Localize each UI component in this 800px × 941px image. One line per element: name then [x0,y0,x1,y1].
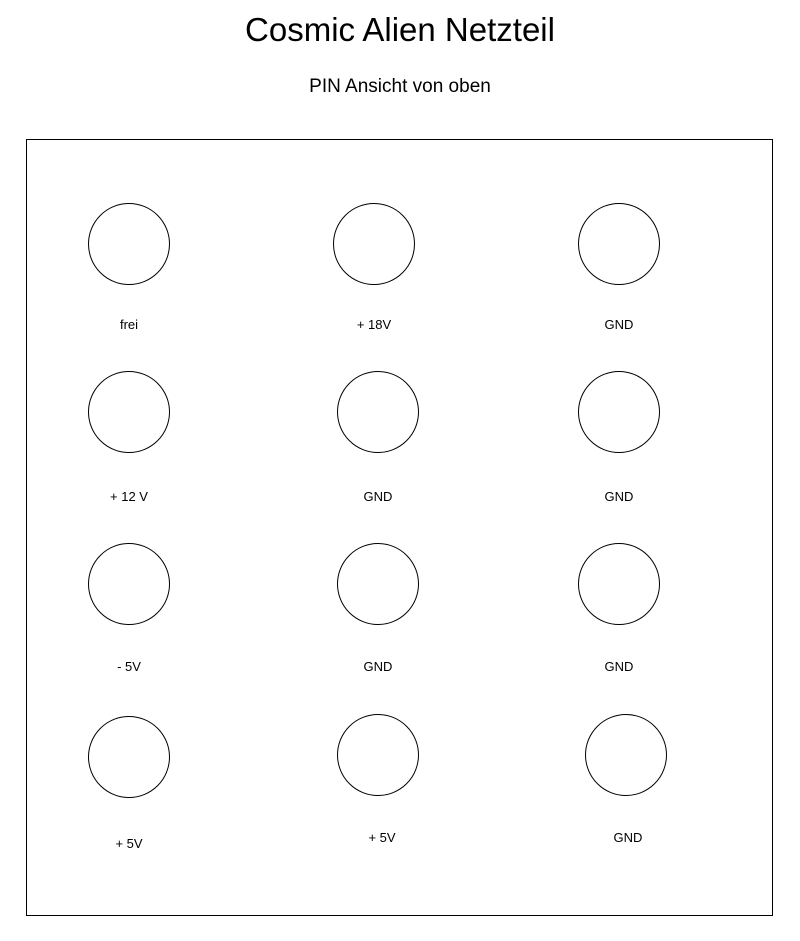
pin-7-label: - 5V [117,659,141,674]
pin-8-circle [337,543,419,625]
pin-9-label: GND [604,659,634,674]
pin-10-circle [88,716,170,798]
diagram-title: Cosmic Alien Netzteil [245,11,555,48]
pin-11-circle [337,714,419,796]
diagram-subtitle: PIN Ansicht von oben [309,76,491,97]
pin-10-label: + 5V [115,836,143,851]
pin-6-label: GND [604,489,634,504]
pin-3-circle [578,203,660,285]
pin-2-label: + 18V [356,317,392,332]
pin-1-circle [88,203,170,285]
pin-1-label: frei [119,317,139,332]
pin-3-label: GND [604,317,634,332]
pin-7-circle [88,543,170,625]
pin-12-circle [585,714,667,796]
connector-board [26,139,773,916]
pin-5-circle [337,371,419,453]
pin-4-label: + 12 V [110,489,148,504]
pin-6-circle [578,371,660,453]
pin-2-circle [333,203,415,285]
pin-8-label: GND [363,659,393,674]
pin-12-label: GND [613,830,643,845]
pin-5-label: GND [363,489,393,504]
pin-9-circle [578,543,660,625]
pin-11-label: + 5V [368,830,396,845]
pin-4-circle [88,371,170,453]
